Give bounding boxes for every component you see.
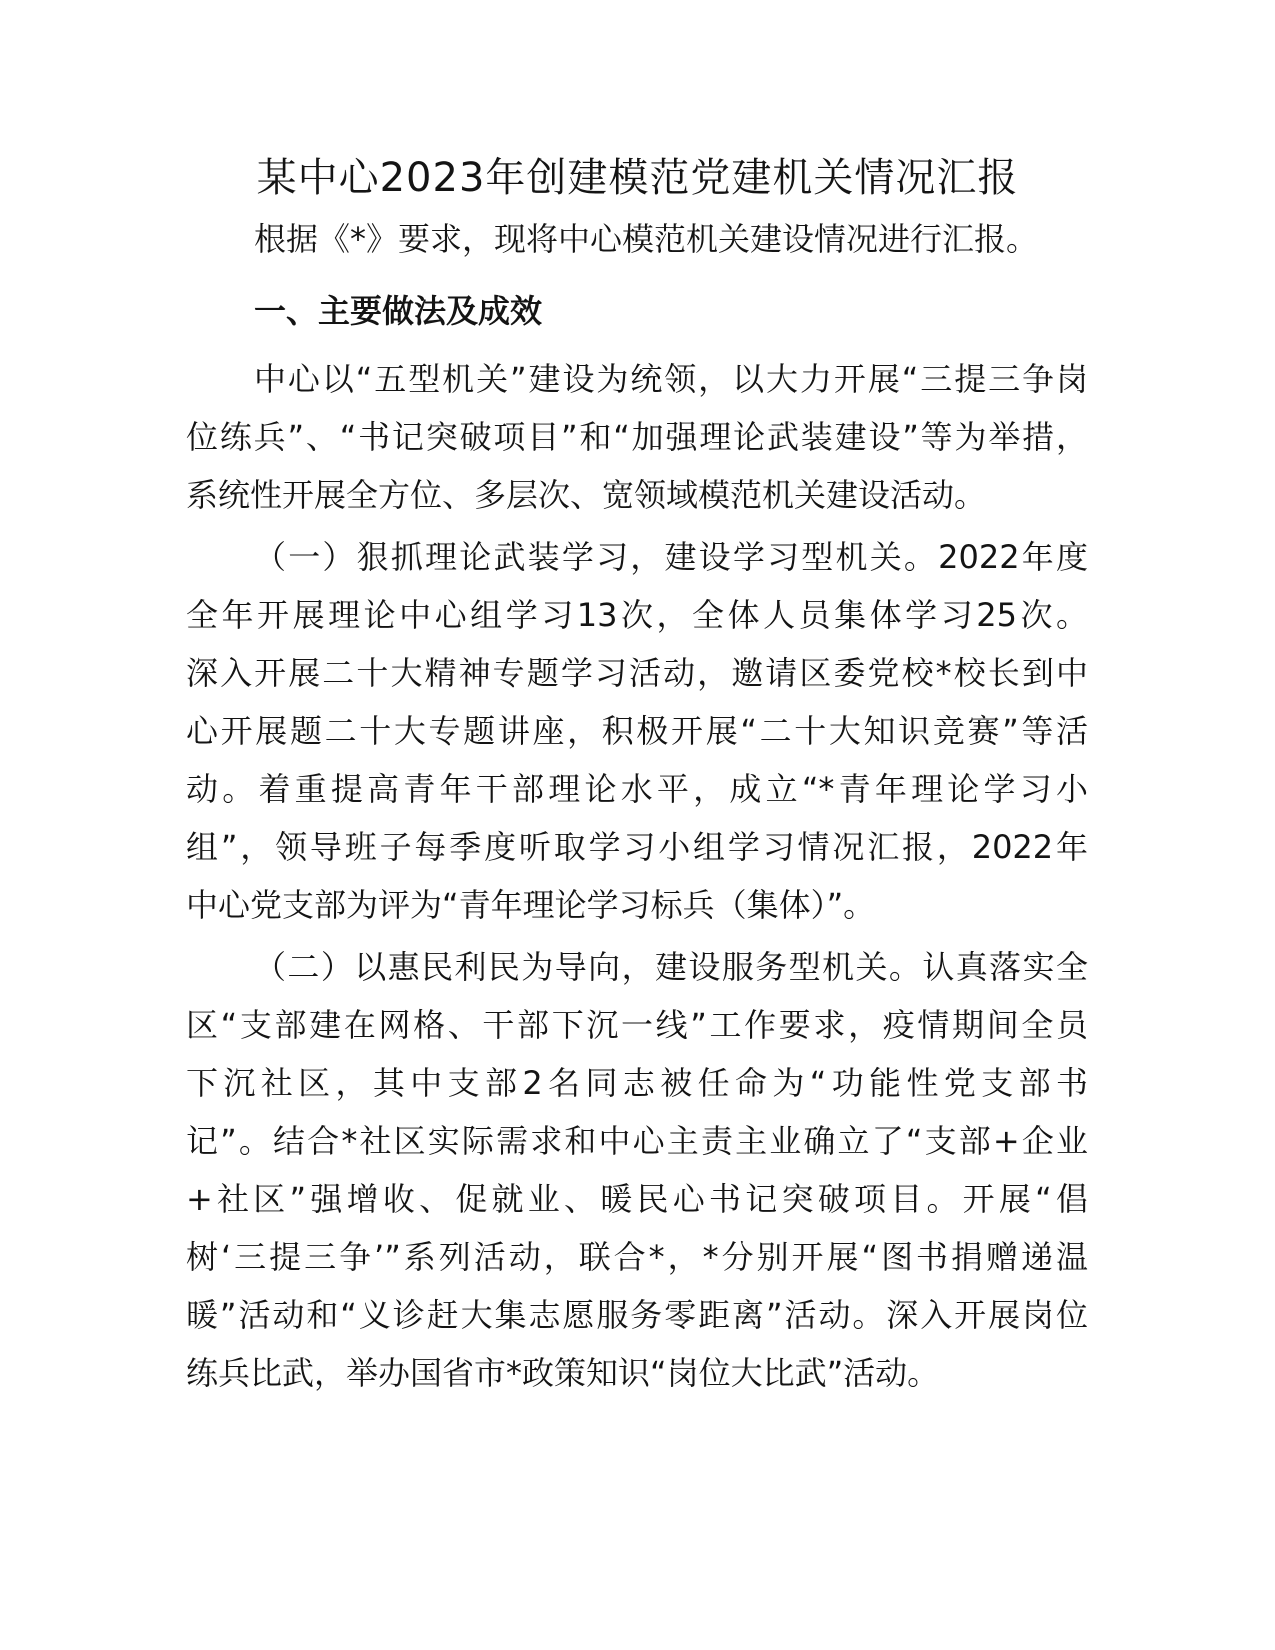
paragraph-line: 全年开展理论中心组学习13次，全体人员集体学习25次。 [186,596,1088,634]
paragraph-line: 练兵比武，举办国省市*政策知识“岗位大比武”活动。 [186,1354,940,1392]
paragraph-3 [186,938,1088,1402]
paragraph-line: 位练兵”、“书记突破项目”和“加强理论武装建设”等为举措， [186,418,1088,456]
paragraph-2 [186,528,1088,934]
intro-line: 根据《*》要求，现将中心模范机关建设情况进行汇报。 [254,220,1039,258]
section-heading [186,282,1088,340]
paragraph-line: 深入开展二十大精神专题学习活动，邀请区委党校*校长到中 [186,654,1088,692]
paragraph-line: 组”，领导班子每季度听取学习小组学习情况汇报，2022年 [186,828,1088,866]
paragraph-line: 系统性开展全方位、多层次、宽领域模范机关建设活动。 [186,476,987,514]
paragraph-line: 下沉社区，其中支部2名同志被任命为“功能性党支部书 [186,1064,1088,1102]
paragraph-line: 心开展题二十大专题讲座，积极开展“二十大知识竞赛”等活 [186,712,1088,750]
paragraph-1 [186,350,1088,524]
paragraph-line: （二）以惠民利民为导向，建设服务型机关。认真落实全 [254,948,1088,986]
paragraph-line: 动。着重提高青年干部理论水平，成立“*青年理论学习小 [186,770,1088,808]
paragraph-line: 中心以“五型机关”建设为统领，以大力开展“三提三争岗 [254,360,1088,398]
paragraph-line: 中心党支部为评为“青年理论学习标兵（集体）”。 [186,886,876,924]
paragraph-line: 暖”活动和“义诊赶大集志愿服务零距离”活动。深入开展岗位 [186,1296,1088,1334]
paragraph-line: 区“支部建在网格、干部下沉一线”工作要求，疫情期间全员 [186,1006,1088,1044]
paragraph-line: 记”。结合*社区实际需求和中心主责主业确立了“支部+企业 [186,1122,1088,1160]
document-title: 某中心2023年创建模范党建机关情况汇报 [256,155,1019,201]
paragraph-line: +社区”强增收、促就业、暖民心书记突破项目。开展“倡 [186,1180,1088,1218]
intro-paragraph [186,210,1088,268]
paragraph-line: 树‘三提三争’”系列活动，联合*，*分别开展“图书捐赠递温 [186,1238,1088,1276]
section-one-heading: 一、主要做法及成效 [254,292,543,330]
paragraph-line: （一）狠抓理论武装学习，建设学习型机关。2022年度 [254,538,1088,576]
